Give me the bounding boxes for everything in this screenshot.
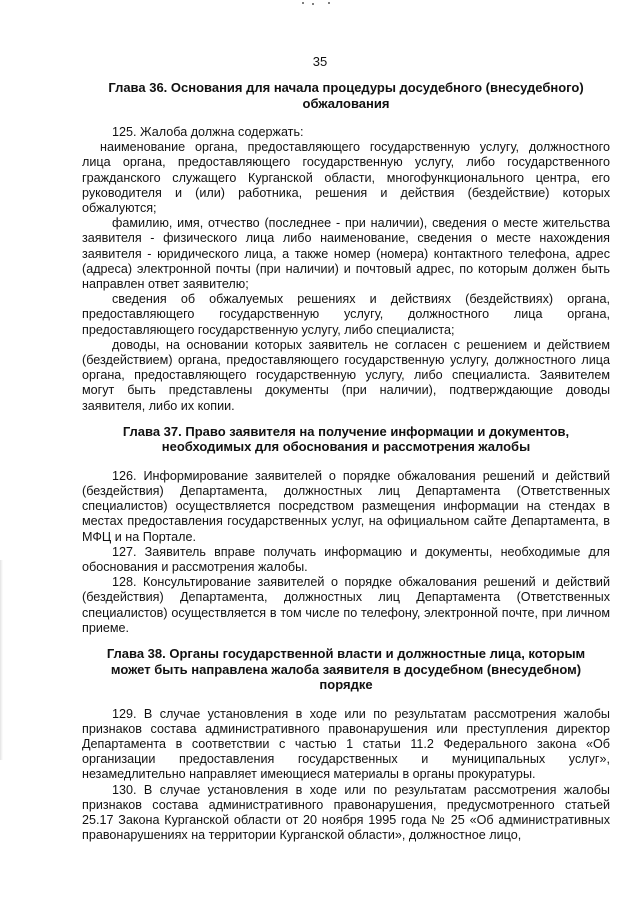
clause-128: 128. Консультирование заявителей о порядке обжалования решений и действий (бездействия) Департамента, должностных лиц Департамента (Ответственных специалистов) осуществляется в том числе по телефону, электронной почте, при личном приеме. [82, 575, 610, 635]
chapter-38-heading: Глава 38. Органы государственной власти и должностные лица, которым может быть направлена жалоба заявителя в досудебном (внесудебном) порядке [106, 646, 586, 693]
clause-125-intro: 125. Жалоба должна содержать: [112, 125, 304, 139]
scan-artifact [298, 2, 338, 5]
clause-127: 127. Заявитель вправе получать информацию и документы, необходимые для обоснования и рассмотрения жалобы. [82, 544, 610, 575]
clause-129: 129. В случае установления в ходе или по результатам рассмотрения жалобы признаков состава административного правонарушения или преступления директор Департамента в соответствии с частью 1 статьи 11.2 Федерального закона «Об организации предоставления государственных и муниципальных услуг», незамедлительно направляет имеющиеся материалы в органы прокуратуры. [82, 706, 610, 782]
chapter-37-heading: Глава 37. Право заявителя на получение информации и документов, необходимых для обоснования и рассмотрения жалобы [122, 423, 570, 455]
document-body [82, 80, 610, 843]
chapter-36-heading: Глава 36. Основания для начала процедуры досудебного (внесудебного) обжалования [108, 80, 584, 111]
clause-125-item-arguments: доводы, на основании которых заявитель не согласен с решением и действием (бездействием) органа, предоставляющего государственную услугу, должностного лица органа, предоставляющего государственную услугу, либо специалиста. Заявителем могут быть представлены документы (при наличии), подтверждающие доводы заявителя, либо их копии. [82, 337, 610, 413]
page-number: 35 [312, 54, 328, 69]
clause-125-item-decisions: сведения об обжалуемых решениях и действиях (бездействиях) органа, предоставляющего государственную услугу, должностного лица органа, предоставляющего государственную услугу, либо специалиста; [82, 292, 610, 337]
clause-125-item-organ-name: наименование органа, предоставляющего государственную услугу, должностного лица органа, предоставляющего государственную услугу, либо государственного гражданского служащего Курганской области, многофункционального центра, его руководителя и (или) работника, решения и действия (бездействие) которых обжалуются; [82, 140, 610, 216]
clause-130: 130. В случае установления в ходе или по результатам рассмотрения жалобы признаков состава административного правонарушения, предусмотренного статьей 25.17 Закона Курганской области от 20 ноября 1995 года № 25 «Об административных правонарушениях на территории Курганской области», должностное лицо, [82, 782, 610, 843]
clause-126: 126. Информирование заявителей о порядке обжалования решений и действий (бездействия) Департамента, должностных лиц Департамента (Ответственных специалистов) осуществляется посредством размещения информации на стендах в местах предоставления государственных услуг, на официальном сайте Департамента, в МФЦ и на Портале. [82, 468, 610, 544]
scan-edge-shadow [0, 560, 3, 760]
clause-125-item-applicant-info: фамилию, имя, отчество (последнее - при наличии), сведения о месте жительства заявителя - физического лица либо наименование, сведения о месте нахождения заявителя - юридического лица, а также номер (номера) контактного телефона, адрес (адреса) электронной почты (при наличии) и почтовый адрес, по которым должен быть направлен ответ заявителю; [82, 216, 610, 292]
